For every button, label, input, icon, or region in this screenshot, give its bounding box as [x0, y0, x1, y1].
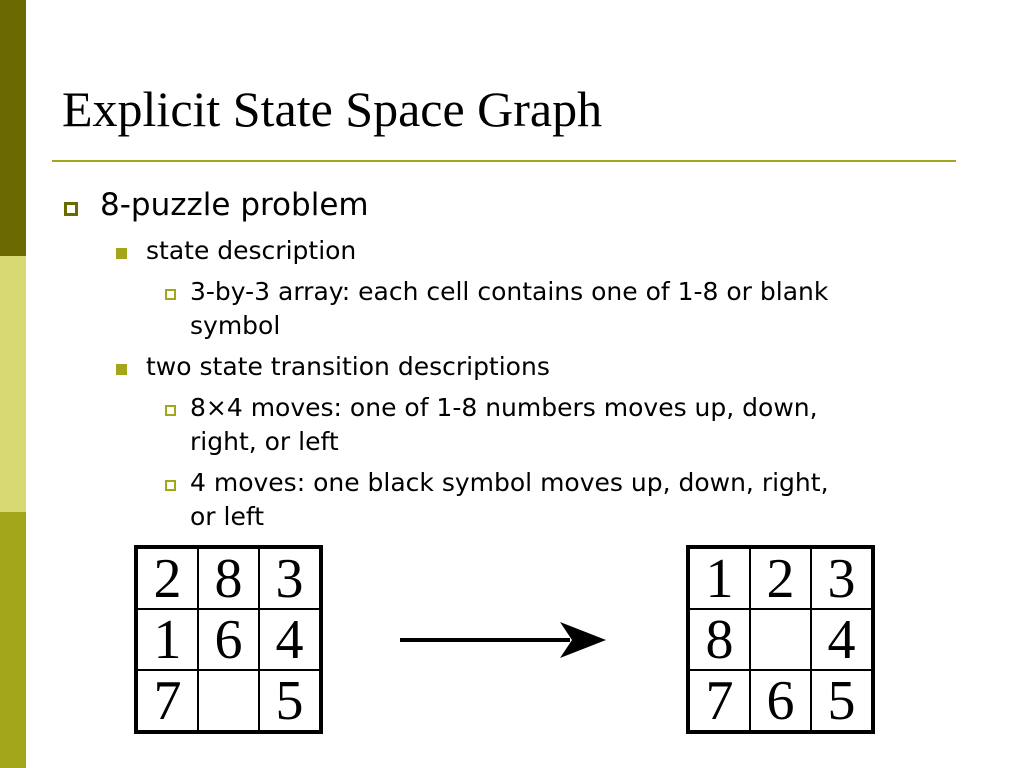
- puzzle-cell-blank: [198, 670, 259, 731]
- side-bar-bottom: [0, 512, 26, 768]
- bullet-8x4-moves-line2: right, or left: [190, 427, 339, 456]
- puzzle-cell: 2: [137, 548, 198, 609]
- puzzle-cell: 8: [198, 548, 259, 609]
- side-bar-top: [0, 0, 26, 256]
- puzzle-cell: 6: [750, 670, 811, 731]
- puzzle-cell-blank: [750, 609, 811, 670]
- bullet-filled-square-icon: [116, 364, 127, 375]
- puzzle-cell: 1: [137, 609, 198, 670]
- bullet-hollow-small-icon: [165, 480, 176, 491]
- start-state-puzzle: [134, 545, 323, 734]
- bullet-8-puzzle-problem: 8-puzzle problem: [100, 187, 369, 223]
- bullet-3-by-3-array-line2: symbol: [190, 311, 281, 340]
- bullet-hollow-square-icon: [64, 202, 78, 216]
- puzzle-cell: 7: [689, 670, 750, 731]
- puzzle-cell: 5: [259, 670, 320, 731]
- puzzle-cell: 6: [198, 609, 259, 670]
- bullet-3-by-3-array-line1: 3-by-3 array: each cell contains one of 1-8 or blank: [190, 277, 829, 306]
- bullet-hollow-small-icon: [165, 289, 176, 300]
- title-underline: [52, 160, 956, 162]
- bullet-filled-square-icon: [116, 248, 127, 259]
- puzzle-cell: 7: [137, 670, 198, 731]
- side-bar-middle: [0, 256, 26, 512]
- puzzle-cell: 2: [750, 548, 811, 609]
- goal-state-puzzle: [686, 545, 875, 734]
- slide-title: Explicit State Space Graph: [62, 81, 603, 137]
- bullet-two-state-transition: two state transition descriptions: [146, 352, 550, 381]
- puzzle-cell: 4: [811, 609, 872, 670]
- bullet-8x4-moves-line1: 8×4 moves: one of 1-8 numbers moves up, down,: [190, 393, 818, 422]
- bullet-4-moves-line1: 4 moves: one black symbol moves up, down, right,: [190, 468, 829, 497]
- puzzle-cell: 4: [259, 609, 320, 670]
- puzzle-cell: 3: [811, 548, 872, 609]
- bullet-state-description: state description: [146, 236, 357, 265]
- bullet-4-moves-line2: or left: [190, 502, 265, 531]
- puzzle-cell: 8: [689, 609, 750, 670]
- puzzle-cell: 1: [689, 548, 750, 609]
- puzzle-cell: 3: [259, 548, 320, 609]
- bullet-hollow-small-icon: [165, 405, 176, 416]
- right-arrow-icon: [400, 620, 610, 660]
- puzzle-cell: 5: [811, 670, 872, 731]
